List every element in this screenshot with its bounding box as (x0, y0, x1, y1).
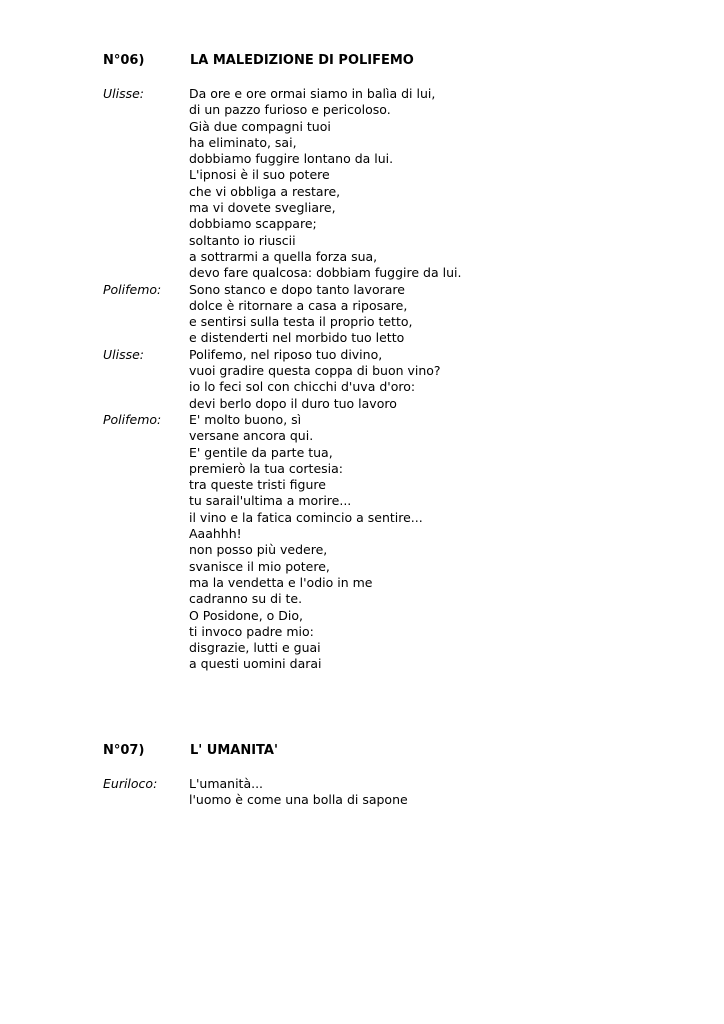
lyric-line: O Posidone, o Dio, (189, 607, 304, 623)
lyric-line: E' gentile da parte tua, (189, 444, 333, 460)
dialogue-block-ulisse (0, 347, 724, 412)
lyric-line: dobbiamo fuggire lontano da lui. (189, 151, 394, 167)
lyric-line: dolce è ritornare a casa a riposare, (189, 297, 408, 313)
lyric-line: svanisce il mio potere, (189, 558, 330, 574)
song-heading (0, 53, 724, 69)
lyric-line: ma la vendetta e l'odio in me (189, 574, 373, 590)
lyric-line: l'uomo è come una bolla di sapone (189, 792, 408, 808)
lyrics-lines (189, 86, 724, 282)
lyric-line: vuoi gradire questa coppa di buon vino? (189, 363, 441, 379)
lyric-line: a questi uomini darai (189, 656, 322, 672)
speaker-name: Euriloco: (103, 776, 158, 791)
lyric-line: soltanto io riuscii (189, 232, 296, 248)
song-section-06 (0, 53, 724, 673)
lyric-line: che vi obbliga a restare, (189, 183, 341, 199)
lyric-line: E' molto buono, sì (189, 411, 302, 427)
lyric-line: di un pazzo furioso e pericoloso. (189, 102, 391, 118)
lyrics-lines (189, 347, 724, 412)
lyrics-lines (189, 282, 724, 347)
lyric-line: il vino e la fatica comincio a sentire... (189, 509, 423, 525)
lyric-line: e sentirsi sulla testa il proprio tetto, (189, 314, 413, 330)
song-heading (0, 743, 724, 759)
dialogue-block-polifemo (0, 412, 724, 673)
speaker-name: Ulisse: (103, 86, 145, 101)
dialogue-block-ulisse (0, 86, 724, 282)
lyric-line: io lo feci sol con chicchi d'uva d'oro: (189, 379, 416, 395)
lyric-line: non posso più vedere, (189, 542, 328, 558)
lyric-line: ma vi dovete svegliare, (189, 200, 336, 216)
lyric-line: Aaahhh! (189, 526, 242, 542)
lyric-line: L'umanità... (189, 776, 264, 791)
dialogue-block-euriloco (0, 776, 724, 809)
lyric-line: devo fare qualcosa: dobbiam fuggire da lui. (189, 265, 462, 281)
lyric-line: devi berlo dopo il duro tuo lavoro (189, 395, 397, 411)
lyric-line: e distenderti nel morbido tuo letto (189, 330, 405, 346)
song-number: N°07) (103, 743, 145, 758)
lyric-line: premierò la tua cortesia: (189, 460, 343, 476)
song-section-07 (0, 743, 724, 809)
lyric-line: Sono stanco e dopo tanto lavorare (189, 281, 405, 297)
lyric-line: Polifemo, nel riposo tuo divino, (189, 346, 383, 362)
song-title: LA MALEDIZIONE DI POLIFEMO (190, 53, 414, 68)
lyric-line: dobbiamo scappare; (189, 216, 317, 232)
lyric-line: ti invoco padre mio: (189, 623, 314, 639)
speaker-name: Polifemo: (103, 281, 162, 297)
speaker-name: Polifemo: (103, 411, 162, 427)
song-number: N°06) (103, 53, 145, 68)
speaker-name: Ulisse: (103, 346, 145, 362)
song-title: L' UMANITA' (190, 743, 278, 758)
dialogue-block-polifemo (0, 282, 724, 347)
lyric-line: Da ore e ore ormai siamo in balìa di lui, (189, 86, 436, 101)
lyric-line: ha eliminato, sai, (189, 134, 297, 150)
lyrics-lines (189, 776, 724, 809)
lyric-line: tra queste tristi figure (189, 477, 326, 493)
lyric-line: tu sarail'ultima a morire... (189, 493, 352, 509)
lyric-line: versane ancora qui. (189, 428, 314, 444)
lyric-line: L'ipnosi è il suo potere (189, 167, 330, 183)
lyric-line: cadranno su di te. (189, 591, 303, 607)
lyric-line: Già due compagni tuoi (189, 118, 331, 134)
lyrics-lines (189, 412, 724, 673)
lyric-line: disgrazie, lutti e guai (189, 640, 321, 656)
lyric-line: a sottrarmi a quella forza sua, (189, 248, 378, 264)
